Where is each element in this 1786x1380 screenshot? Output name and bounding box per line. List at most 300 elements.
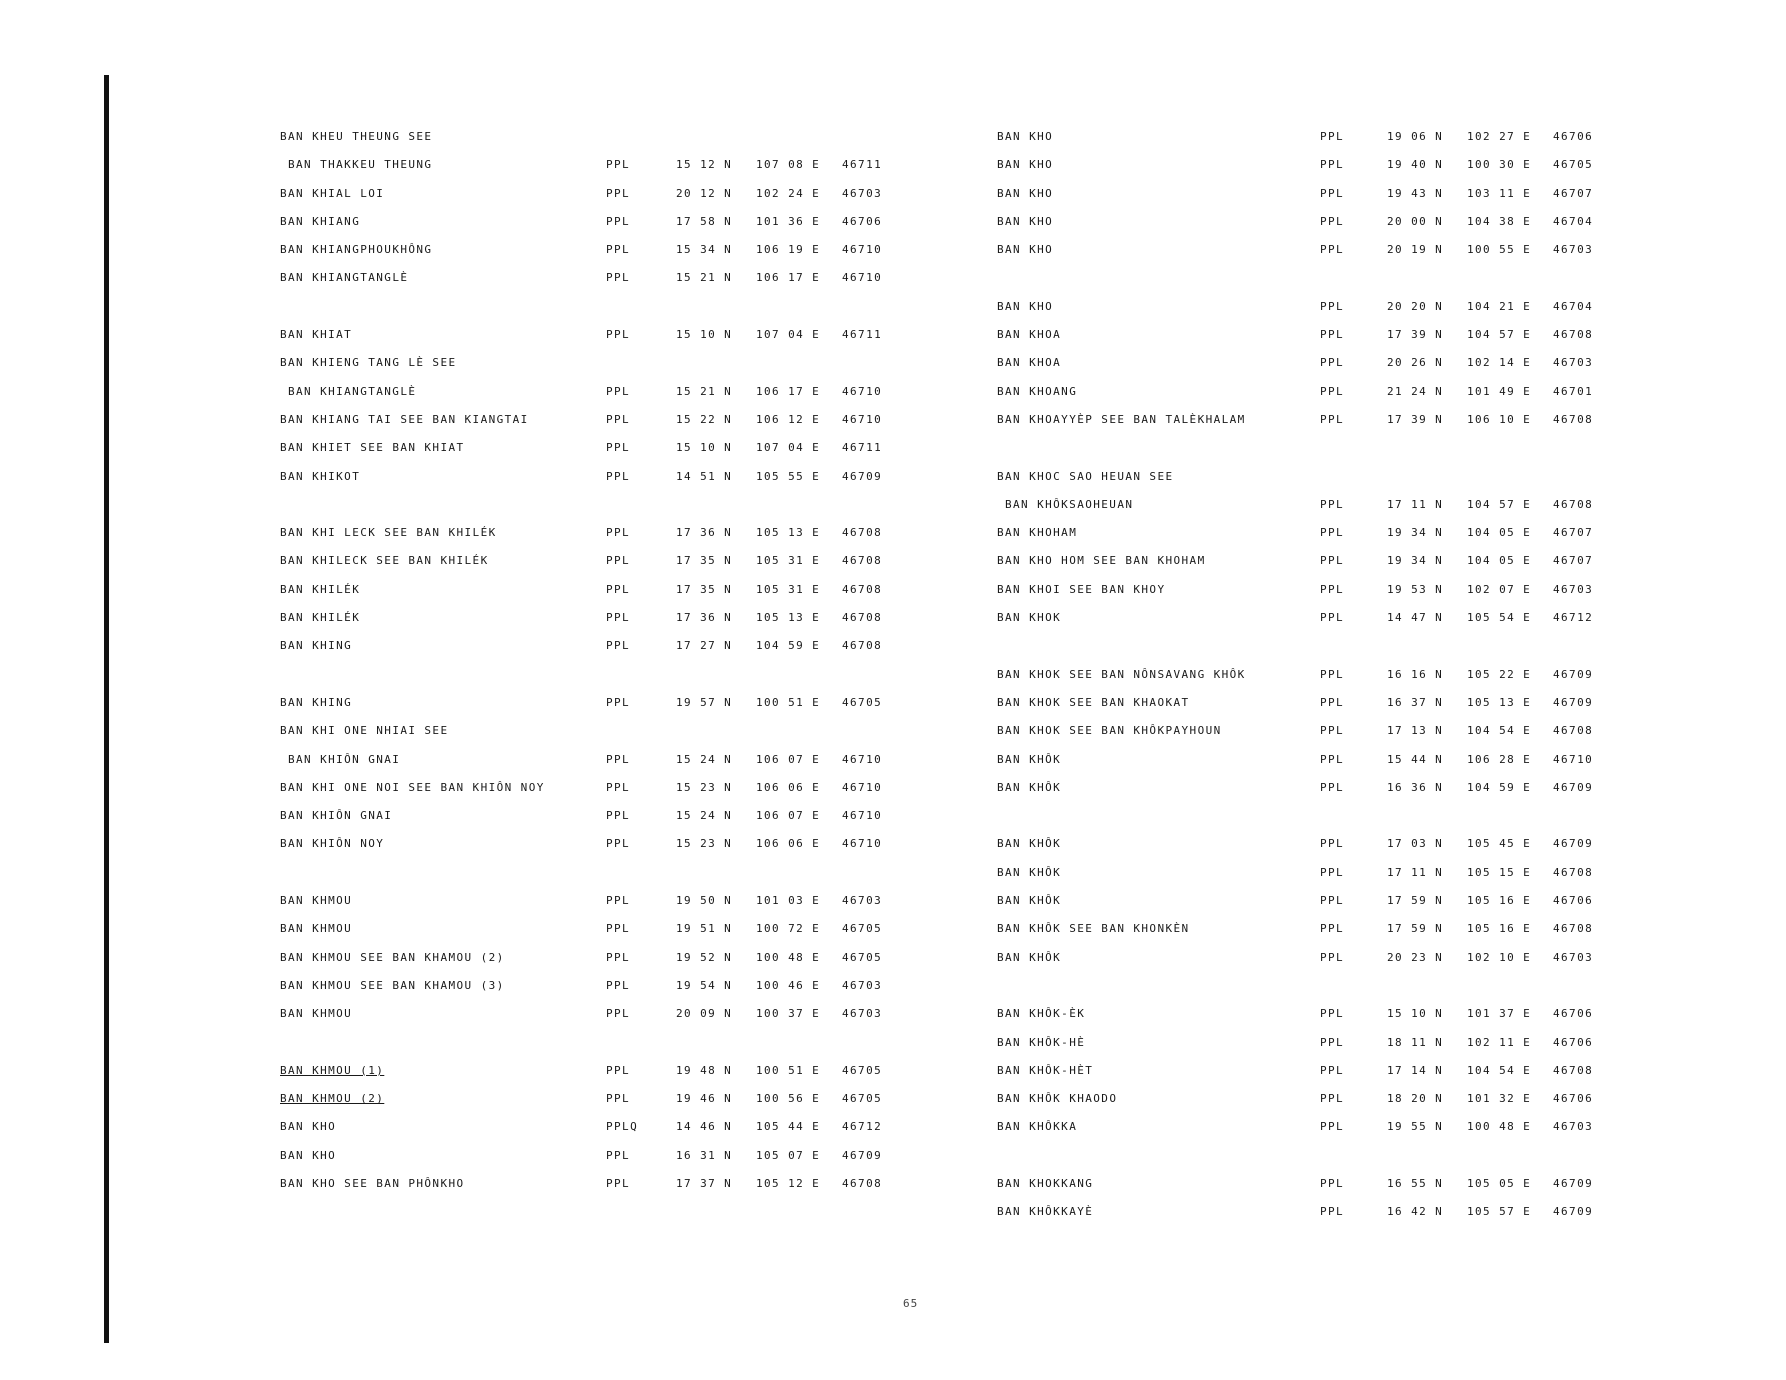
map-sheet-number: 46705 xyxy=(1553,158,1594,172)
map-sheet-number: 46710 xyxy=(842,780,883,794)
map-sheet-number: 46708 xyxy=(842,582,883,596)
latitude: 16 16 N xyxy=(1387,667,1444,681)
latitude: 19 55 N xyxy=(1387,1120,1444,1134)
feature-code: PPL xyxy=(1320,526,1345,540)
feature-code: PPL xyxy=(606,469,631,483)
longitude: 102 11 E xyxy=(1467,1035,1532,1049)
map-sheet-number: 46711 xyxy=(842,328,883,342)
map-sheet-number: 46707 xyxy=(1553,186,1594,200)
latitude: 19 52 N xyxy=(676,950,733,964)
latitude: 17 39 N xyxy=(1387,412,1444,426)
longitude: 106 28 E xyxy=(1467,752,1532,766)
place-name: BAN KHI LECK SEE BAN KHILÉK xyxy=(280,526,497,540)
map-sheet-number: 46705 xyxy=(842,922,883,936)
map-sheet-number: 46708 xyxy=(1553,724,1594,738)
longitude: 105 31 E xyxy=(756,554,821,568)
longitude: 106 19 E xyxy=(756,243,821,257)
place-name: BAN THAKKEU THEUNG xyxy=(288,158,433,172)
feature-code: PPL xyxy=(1320,299,1345,313)
latitude: 15 21 N xyxy=(676,384,733,398)
map-sheet-number: 46704 xyxy=(1553,214,1594,228)
map-sheet-number: 46710 xyxy=(842,752,883,766)
longitude: 107 08 E xyxy=(756,158,821,172)
place-name: BAN KHO xyxy=(997,214,1054,228)
place-name: BAN KHING xyxy=(280,695,353,709)
feature-code: PPL xyxy=(606,271,631,285)
place-name: BAN KHÔK-HÈ xyxy=(997,1035,1086,1049)
place-name: BAN KHOANG xyxy=(997,384,1078,398)
place-name: BAN KHMOU (1) xyxy=(280,1063,385,1077)
feature-code: PPL xyxy=(1320,1007,1345,1021)
longitude: 101 37 E xyxy=(1467,1007,1532,1021)
feature-code: PPL xyxy=(606,978,631,992)
place-name: BAN KHO xyxy=(997,186,1054,200)
place-name: BAN KHÔK xyxy=(997,837,1062,851)
latitude: 17 14 N xyxy=(1387,1063,1444,1077)
map-sheet-number: 46706 xyxy=(1553,1035,1594,1049)
longitude: 105 54 E xyxy=(1467,611,1532,625)
place-name: BAN KHÔK xyxy=(997,894,1062,908)
map-sheet-number: 46703 xyxy=(842,978,883,992)
longitude: 101 36 E xyxy=(756,214,821,228)
place-name: BAN KHOK SEE BAN KHAOKAT xyxy=(997,695,1190,709)
place-name: BAN KHI ONE NHIAI SEE xyxy=(280,724,449,738)
feature-code: PPL xyxy=(606,611,631,625)
latitude: 18 20 N xyxy=(1387,1092,1444,1106)
map-sheet-number: 46707 xyxy=(1553,554,1594,568)
place-name: BAN KHOK SEE BAN KHÔKPAYHOUN xyxy=(997,724,1222,738)
latitude: 15 44 N xyxy=(1387,752,1444,766)
place-name: BAN KHOK xyxy=(997,611,1062,625)
latitude: 16 42 N xyxy=(1387,1205,1444,1219)
place-name: BAN KHÔK KHAODO xyxy=(997,1092,1118,1106)
latitude: 17 58 N xyxy=(676,214,733,228)
feature-code: PPL xyxy=(1320,554,1345,568)
place-name: BAN KHIAL LOI xyxy=(280,186,385,200)
longitude: 106 07 E xyxy=(756,809,821,823)
feature-code: PPL xyxy=(1320,752,1345,766)
feature-code: PPL xyxy=(606,582,631,596)
feature-code: PPL xyxy=(606,752,631,766)
feature-code: PPL xyxy=(1320,328,1345,342)
feature-code: PPL xyxy=(606,554,631,568)
feature-code: PPL xyxy=(606,328,631,342)
place-name: BAN KHMOU xyxy=(280,894,353,908)
latitude: 17 03 N xyxy=(1387,837,1444,851)
map-sheet-number: 46710 xyxy=(842,809,883,823)
map-sheet-number: 46710 xyxy=(842,243,883,257)
latitude: 17 36 N xyxy=(676,526,733,540)
latitude: 17 37 N xyxy=(676,1176,733,1190)
feature-code: PPL xyxy=(1320,780,1345,794)
latitude: 15 12 N xyxy=(676,158,733,172)
feature-code: PPL xyxy=(606,441,631,455)
map-sheet-number: 46709 xyxy=(1553,1205,1594,1219)
map-sheet-number: 46703 xyxy=(842,894,883,908)
longitude: 105 22 E xyxy=(1467,667,1532,681)
map-sheet-number: 46710 xyxy=(1553,752,1594,766)
place-name: BAN KHIÔN GNAI xyxy=(280,809,393,823)
latitude: 17 59 N xyxy=(1387,894,1444,908)
place-name: BAN KHOC SAO HEUAN SEE xyxy=(997,469,1174,483)
longitude: 102 10 E xyxy=(1467,950,1532,964)
latitude: 19 51 N xyxy=(676,922,733,936)
feature-code: PPL xyxy=(606,695,631,709)
longitude: 100 30 E xyxy=(1467,158,1532,172)
map-sheet-number: 46709 xyxy=(1553,667,1594,681)
longitude: 104 38 E xyxy=(1467,214,1532,228)
place-name: BAN KHIANGTANGLÈ xyxy=(288,384,417,398)
map-sheet-number: 46709 xyxy=(842,469,883,483)
longitude: 104 57 E xyxy=(1467,328,1532,342)
place-name: BAN KHÔK xyxy=(997,950,1062,964)
feature-code: PPL xyxy=(1320,922,1345,936)
longitude: 104 54 E xyxy=(1467,1063,1532,1077)
place-name: BAN KHOI SEE BAN KHOY xyxy=(997,582,1166,596)
latitude: 17 27 N xyxy=(676,639,733,653)
longitude: 101 32 E xyxy=(1467,1092,1532,1106)
map-sheet-number: 46708 xyxy=(842,639,883,653)
place-name: BAN KHOHAM xyxy=(997,526,1078,540)
feature-code: PPL xyxy=(1320,1092,1345,1106)
place-name: BAN KHILÉK xyxy=(280,582,361,596)
longitude: 105 16 E xyxy=(1467,894,1532,908)
longitude: 105 55 E xyxy=(756,469,821,483)
map-sheet-number: 46708 xyxy=(842,554,883,568)
feature-code: PPL xyxy=(1320,724,1345,738)
place-name: BAN KHIET SEE BAN KHIAT xyxy=(280,441,465,455)
map-sheet-number: 46710 xyxy=(842,384,883,398)
feature-code: PPL xyxy=(606,158,631,172)
longitude: 105 44 E xyxy=(756,1120,821,1134)
map-sheet-number: 46708 xyxy=(1553,1063,1594,1077)
longitude: 106 10 E xyxy=(1467,412,1532,426)
feature-code: PPL xyxy=(1320,158,1345,172)
map-sheet-number: 46703 xyxy=(842,1007,883,1021)
feature-code: PPL xyxy=(606,809,631,823)
map-sheet-number: 46709 xyxy=(842,1148,883,1162)
place-name: BAN KHIAT xyxy=(280,328,353,342)
longitude: 106 06 E xyxy=(756,780,821,794)
longitude: 106 07 E xyxy=(756,752,821,766)
longitude: 102 27 E xyxy=(1467,130,1532,143)
map-sheet-number: 46703 xyxy=(842,186,883,200)
map-sheet-number: 46701 xyxy=(1553,384,1594,398)
feature-code: PPL xyxy=(606,639,631,653)
latitude: 20 23 N xyxy=(1387,950,1444,964)
map-sheet-number: 46707 xyxy=(1553,526,1594,540)
place-name: BAN KHMOU xyxy=(280,1007,353,1021)
feature-code: PPL xyxy=(1320,1205,1345,1219)
feature-code: PPL xyxy=(1320,384,1345,398)
place-name: BAN KHIÔN NOY xyxy=(280,837,385,851)
feature-code: PPL xyxy=(1320,214,1345,228)
latitude: 17 35 N xyxy=(676,582,733,596)
place-name: BAN KHI ONE NOI SEE BAN KHIÔN NOY xyxy=(280,780,545,794)
place-name: BAN KHÔKKA xyxy=(997,1120,1078,1134)
place-name: BAN KHOKKANG xyxy=(997,1176,1094,1190)
longitude: 100 56 E xyxy=(756,1092,821,1106)
map-sheet-number: 46708 xyxy=(842,526,883,540)
latitude: 17 35 N xyxy=(676,554,733,568)
latitude: 17 11 N xyxy=(1387,865,1444,879)
latitude: 15 10 N xyxy=(676,328,733,342)
map-sheet-number: 46709 xyxy=(1553,1176,1594,1190)
latitude: 20 00 N xyxy=(1387,214,1444,228)
latitude: 16 31 N xyxy=(676,1148,733,1162)
map-sheet-number: 46705 xyxy=(842,950,883,964)
feature-code: PPL xyxy=(1320,950,1345,964)
map-sheet-number: 46708 xyxy=(1553,922,1594,936)
latitude: 15 24 N xyxy=(676,752,733,766)
feature-code: PPL xyxy=(606,1148,631,1162)
longitude: 103 11 E xyxy=(1467,186,1532,200)
place-name: BAN KHIÔN GNAI xyxy=(288,752,401,766)
map-sheet-number: 46703 xyxy=(1553,356,1594,370)
longitude: 106 12 E xyxy=(756,412,821,426)
longitude: 104 21 E xyxy=(1467,299,1532,313)
latitude: 15 21 N xyxy=(676,271,733,285)
place-name: BAN KHILECK SEE BAN KHILÉK xyxy=(280,554,489,568)
map-sheet-number: 46705 xyxy=(842,1063,883,1077)
place-name: BAN KHOA xyxy=(997,356,1062,370)
longitude: 106 06 E xyxy=(756,837,821,851)
latitude: 15 23 N xyxy=(676,837,733,851)
map-sheet-number: 46706 xyxy=(1553,1007,1594,1021)
feature-code: PPL xyxy=(606,1007,631,1021)
map-sheet-number: 46703 xyxy=(1553,1120,1594,1134)
latitude: 20 20 N xyxy=(1387,299,1444,313)
latitude: 19 50 N xyxy=(676,894,733,908)
map-sheet-number: 46708 xyxy=(1553,328,1594,342)
latitude: 19 40 N xyxy=(1387,158,1444,172)
latitude: 17 59 N xyxy=(1387,922,1444,936)
longitude: 100 51 E xyxy=(756,1063,821,1077)
latitude: 20 26 N xyxy=(1387,356,1444,370)
feature-code: PPL xyxy=(606,1063,631,1077)
place-name: BAN KHMOU SEE BAN KHAMOU (2) xyxy=(280,950,505,964)
map-sheet-number: 46705 xyxy=(842,695,883,709)
latitude: 19 57 N xyxy=(676,695,733,709)
longitude: 102 24 E xyxy=(756,186,821,200)
longitude: 100 55 E xyxy=(1467,243,1532,257)
feature-code: PPL xyxy=(1320,582,1345,596)
feature-code: PPL xyxy=(606,186,631,200)
latitude: 15 10 N xyxy=(676,441,733,455)
feature-code: PPL xyxy=(1320,497,1345,511)
feature-code: PPL xyxy=(606,1176,631,1190)
latitude: 19 06 N xyxy=(1387,130,1444,143)
longitude: 100 37 E xyxy=(756,1007,821,1021)
feature-code: PPL xyxy=(1320,1063,1345,1077)
latitude: 19 34 N xyxy=(1387,554,1444,568)
map-sheet-number: 46711 xyxy=(842,158,883,172)
place-name: BAN KHÔK-HÈT xyxy=(997,1063,1094,1077)
feature-code: PPL xyxy=(1320,130,1345,143)
longitude: 105 07 E xyxy=(756,1148,821,1162)
longitude: 105 57 E xyxy=(1467,1205,1532,1219)
latitude: 21 24 N xyxy=(1387,384,1444,398)
map-sheet-number: 46708 xyxy=(842,1176,883,1190)
place-name: BAN KHÔKSAOHEUAN xyxy=(1005,497,1134,511)
latitude: 16 36 N xyxy=(1387,780,1444,794)
feature-code: PPL xyxy=(606,837,631,851)
latitude: 15 24 N xyxy=(676,809,733,823)
feature-code: PPL xyxy=(606,384,631,398)
longitude: 104 05 E xyxy=(1467,526,1532,540)
longitude: 105 16 E xyxy=(1467,922,1532,936)
place-name: BAN KHMOU (2) xyxy=(280,1092,385,1106)
feature-code: PPL xyxy=(1320,894,1345,908)
feature-code: PPL xyxy=(606,950,631,964)
feature-code: PPL xyxy=(1320,1120,1345,1134)
latitude: 17 11 N xyxy=(1387,497,1444,511)
feature-code: PPL xyxy=(606,894,631,908)
place-name: BAN KHOAYYÈP SEE BAN TALÈKHALAM xyxy=(997,412,1246,426)
feature-code: PPL xyxy=(1320,1176,1345,1190)
place-name: BAN KHO SEE BAN PHÔNKHO xyxy=(280,1176,465,1190)
latitude: 19 48 N xyxy=(676,1063,733,1077)
longitude: 105 31 E xyxy=(756,582,821,596)
place-name: BAN KHÔK xyxy=(997,780,1062,794)
longitude: 104 59 E xyxy=(1467,780,1532,794)
longitude: 100 48 E xyxy=(756,950,821,964)
feature-code: PPL xyxy=(606,922,631,936)
place-name: BAN KHO xyxy=(280,1148,337,1162)
place-name: BAN KHÔK xyxy=(997,865,1062,879)
feature-code: PPL xyxy=(1320,186,1345,200)
latitude: 19 43 N xyxy=(1387,186,1444,200)
page-binding-edge xyxy=(104,75,109,1343)
latitude: 15 10 N xyxy=(1387,1007,1444,1021)
longitude: 104 59 E xyxy=(756,639,821,653)
place-name: BAN KHOA xyxy=(997,328,1062,342)
latitude: 18 11 N xyxy=(1387,1035,1444,1049)
map-sheet-number: 46708 xyxy=(1553,412,1594,426)
place-name: BAN KHIANG xyxy=(280,214,361,228)
map-sheet-number: 46711 xyxy=(842,441,883,455)
feature-code: PPL xyxy=(1320,412,1345,426)
place-name: BAN KHIKOT xyxy=(280,469,361,483)
longitude: 100 72 E xyxy=(756,922,821,936)
feature-code: PPL xyxy=(606,412,631,426)
longitude: 101 03 E xyxy=(756,894,821,908)
feature-code: PPL xyxy=(1320,356,1345,370)
place-name: BAN KHILÉK xyxy=(280,611,361,625)
place-name: BAN KHOK SEE BAN NÔNSAVANG KHÔK xyxy=(997,667,1246,681)
map-sheet-number: 46706 xyxy=(1553,130,1594,143)
longitude: 105 13 E xyxy=(756,611,821,625)
longitude: 100 46 E xyxy=(756,978,821,992)
longitude: 105 13 E xyxy=(1467,695,1532,709)
feature-code: PPL xyxy=(1320,243,1345,257)
longitude: 105 15 E xyxy=(1467,865,1532,879)
feature-code: PPL xyxy=(1320,667,1345,681)
map-sheet-number: 46710 xyxy=(842,412,883,426)
page-number: 65 xyxy=(903,1297,919,1310)
longitude: 100 48 E xyxy=(1467,1120,1532,1134)
map-sheet-number: 46712 xyxy=(1553,611,1594,625)
map-sheet-number: 46708 xyxy=(1553,497,1594,511)
longitude: 101 49 E xyxy=(1467,384,1532,398)
place-name: BAN KHO xyxy=(997,130,1054,143)
map-sheet-number: 46705 xyxy=(842,1092,883,1106)
map-sheet-number: 46703 xyxy=(1553,243,1594,257)
map-sheet-number: 46706 xyxy=(1553,894,1594,908)
longitude: 102 14 E xyxy=(1467,356,1532,370)
map-sheet-number: 46704 xyxy=(1553,299,1594,313)
longitude: 105 12 E xyxy=(756,1176,821,1190)
latitude: 15 23 N xyxy=(676,780,733,794)
map-sheet-number: 46708 xyxy=(1553,865,1594,879)
place-name: BAN KHIENG TANG LÈ SEE xyxy=(280,356,457,370)
feature-code: PPL xyxy=(1320,837,1345,851)
longitude: 104 54 E xyxy=(1467,724,1532,738)
latitude: 19 53 N xyxy=(1387,582,1444,596)
feature-code: PPL xyxy=(1320,1035,1345,1049)
map-sheet-number: 46703 xyxy=(1553,950,1594,964)
place-name: BAN KHEU THEUNG SEE xyxy=(280,130,433,143)
latitude: 17 36 N xyxy=(676,611,733,625)
feature-code: PPL xyxy=(1320,865,1345,879)
place-name: BAN KHÔK SEE BAN KHONKÈN xyxy=(997,922,1190,936)
map-sheet-number: 46712 xyxy=(842,1120,883,1134)
latitude: 20 12 N xyxy=(676,186,733,200)
place-name: BAN KHIANGPHOUKHÔNG xyxy=(280,243,433,257)
longitude: 100 51 E xyxy=(756,695,821,709)
map-sheet-number: 46706 xyxy=(842,214,883,228)
feature-code: PPL xyxy=(1320,611,1345,625)
longitude: 104 57 E xyxy=(1467,497,1532,511)
feature-code: PPLQ xyxy=(606,1120,639,1134)
map-sheet-number: 46710 xyxy=(842,271,883,285)
place-name: BAN KHING xyxy=(280,639,353,653)
latitude: 15 22 N xyxy=(676,412,733,426)
place-name: BAN KHMOU SEE BAN KHAMOU (3) xyxy=(280,978,505,992)
place-name: BAN KHO xyxy=(997,299,1054,313)
latitude: 17 13 N xyxy=(1387,724,1444,738)
longitude: 102 07 E xyxy=(1467,582,1532,596)
longitude: 106 17 E xyxy=(756,384,821,398)
longitude: 105 45 E xyxy=(1467,837,1532,851)
latitude: 16 37 N xyxy=(1387,695,1444,709)
latitude: 20 19 N xyxy=(1387,243,1444,257)
latitude: 15 34 N xyxy=(676,243,733,257)
feature-code: PPL xyxy=(606,780,631,794)
place-name: BAN KHÔK xyxy=(997,752,1062,766)
longitude: 106 17 E xyxy=(756,271,821,285)
place-name: BAN KHO xyxy=(997,243,1054,257)
longitude: 105 05 E xyxy=(1467,1176,1532,1190)
longitude: 107 04 E xyxy=(756,441,821,455)
longitude: 107 04 E xyxy=(756,328,821,342)
place-name: BAN KHMOU xyxy=(280,922,353,936)
map-sheet-number: 46710 xyxy=(842,837,883,851)
place-name: BAN KHO HOM SEE BAN KHOHAM xyxy=(997,554,1206,568)
place-name: BAN KHÔK-ÈK xyxy=(997,1007,1086,1021)
feature-code: PPL xyxy=(1320,695,1345,709)
map-sheet-number: 46709 xyxy=(1553,695,1594,709)
place-name: BAN KHO xyxy=(997,158,1054,172)
feature-code: PPL xyxy=(606,1092,631,1106)
map-sheet-number: 46709 xyxy=(1553,837,1594,851)
map-sheet-number: 46709 xyxy=(1553,780,1594,794)
latitude: 16 55 N xyxy=(1387,1176,1444,1190)
feature-code: PPL xyxy=(606,214,631,228)
feature-code: PPL xyxy=(606,243,631,257)
feature-code: PPL xyxy=(606,526,631,540)
latitude: 19 34 N xyxy=(1387,526,1444,540)
